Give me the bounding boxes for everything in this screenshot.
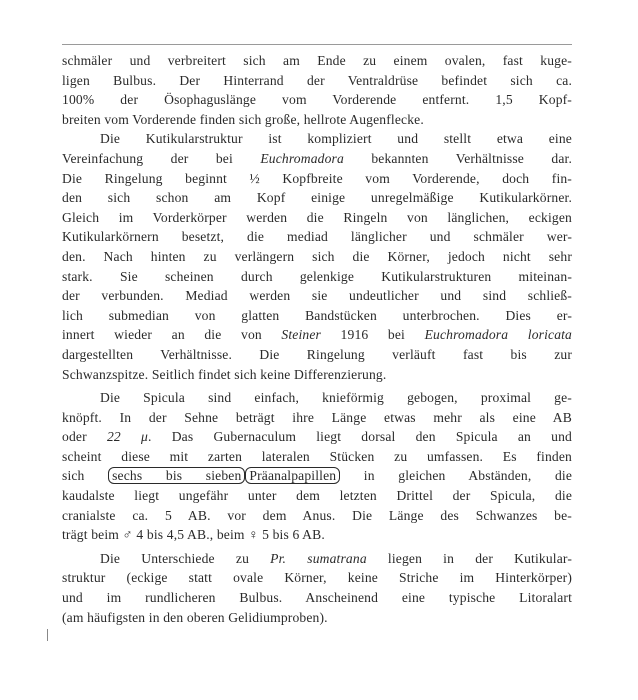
text-span: bekannten Verhältnisse dar. xyxy=(343,150,572,166)
text-line: dargestellten Verhältnisse. Die Ringelung verläuft fast bis zur xyxy=(62,346,572,362)
text-line: Gleich im Vorderkörper werden die Ringeln von länglichen, eckigen xyxy=(62,209,572,225)
text-line: Schwanzspitze. Seitlich findet sich keine Differenzierung. xyxy=(62,366,387,382)
text-line xyxy=(62,549,572,569)
text-line: der verbunden. Mediad werden sie undeutlicher und sind schließ- xyxy=(62,288,572,304)
text-span: Die Unterschiede zu xyxy=(100,550,271,566)
text-line: ligen Bulbus. Der Hinterrand der Ventraldrüse befindet sich ca. xyxy=(62,72,572,88)
text-line: (am häufigsten in den oberen Gelidiumproben). xyxy=(62,609,328,625)
taxon-name: Euchromadora loricata xyxy=(424,327,573,343)
text-line: breiten vom Vorderende finden sich große, hellrote Augenflecke. xyxy=(62,111,424,127)
taxon-name: Pr. sumatrana xyxy=(270,550,367,566)
measurement: 22 μ xyxy=(106,429,148,445)
document-text xyxy=(62,51,572,627)
text-span: Vereinfachung der bei xyxy=(62,150,261,166)
top-rule xyxy=(62,44,572,45)
text-line: stark. Sie scheinen durch gelenkige Kutikularstrukturen miteinan- xyxy=(62,268,572,284)
boxed-text-count: sechs bis sieben xyxy=(108,467,245,484)
text-line xyxy=(62,325,572,345)
text-line: cranialste ca. 5 AB. vor dem Anus. Die Länge des Schwanzes be- xyxy=(62,507,572,523)
paragraph-3 xyxy=(62,388,572,545)
text-line: trägt beim ♂ 4 bis 4,5 AB., beim ♀ 5 bis 6 AB. xyxy=(62,527,325,543)
text-line: knöpft. In der Sehne beträgt ihre Länge etwas mehr als eine AB xyxy=(62,409,572,425)
boxed-text-papillae: Präanalpapillen xyxy=(245,467,340,484)
text-line: und im rundlicheren Bulbus. Anscheinend eine typische Litoralart xyxy=(62,590,572,606)
text-line xyxy=(62,427,572,447)
paragraph-4 xyxy=(62,549,572,627)
text-span: oder xyxy=(62,429,107,445)
text-line: den. Nach hinten zu verlängern sich die Körner, jedoch nicht sehr xyxy=(62,248,572,264)
text-line: schmäler und verbreitert sich am Ende zu einem ovalen, fast kuge- xyxy=(62,53,572,68)
text-line: scheint diese mit zarten lateralen Stücken zu umfassen. Es finden xyxy=(62,448,572,464)
text-line: kaudalste liegt ungefähr unter dem letzten Drittel der Spicula, die xyxy=(62,488,572,504)
text-span: innert wieder an die von xyxy=(62,327,282,343)
text-line: struktur (eckige statt ovale Körner, keine Striche im Hinterkörper) xyxy=(62,570,572,586)
paragraph-2 xyxy=(62,129,572,384)
text-span: . Das Gubernaculum liegt dorsal den Spicula an und xyxy=(147,429,572,445)
text-span: sich xyxy=(62,468,109,484)
author-name: Steiner xyxy=(281,327,321,343)
text-line: Die Spicula sind einfach, knieförmig gebogen, proximal ge- xyxy=(100,390,572,406)
text-span: in gleichen Abständen, die xyxy=(340,468,573,484)
text-line: lich submedian von glatten Bandstücken unterbrochen. Dies er- xyxy=(62,307,572,323)
text-line: 100% der Ösophaguslänge vom Vorderende entfernt. 1,5 Kopf- xyxy=(62,92,572,108)
text-line: Kutikularkörnern besetzt, die mediad länglicher und schmäler wer- xyxy=(62,229,572,245)
margin-mark xyxy=(47,629,48,641)
text-line: Die Kutikularstruktur ist kompliziert und stellt etwa eine xyxy=(100,131,572,147)
text-line: Die Ringelung beginnt ½ Kopfbreite vom Vorderende, doch fin- xyxy=(62,170,572,186)
text-line xyxy=(62,466,572,486)
paragraph-1 xyxy=(62,51,572,129)
text-line xyxy=(62,149,572,169)
text-line: den sich schon am Kopf einige unregelmäßige Kutikularkörner. xyxy=(62,190,572,206)
taxon-name: Euchromadora xyxy=(260,150,344,166)
text-span: liegen in der Kutikular- xyxy=(366,550,572,566)
text-span: 1916 bei xyxy=(320,327,425,343)
